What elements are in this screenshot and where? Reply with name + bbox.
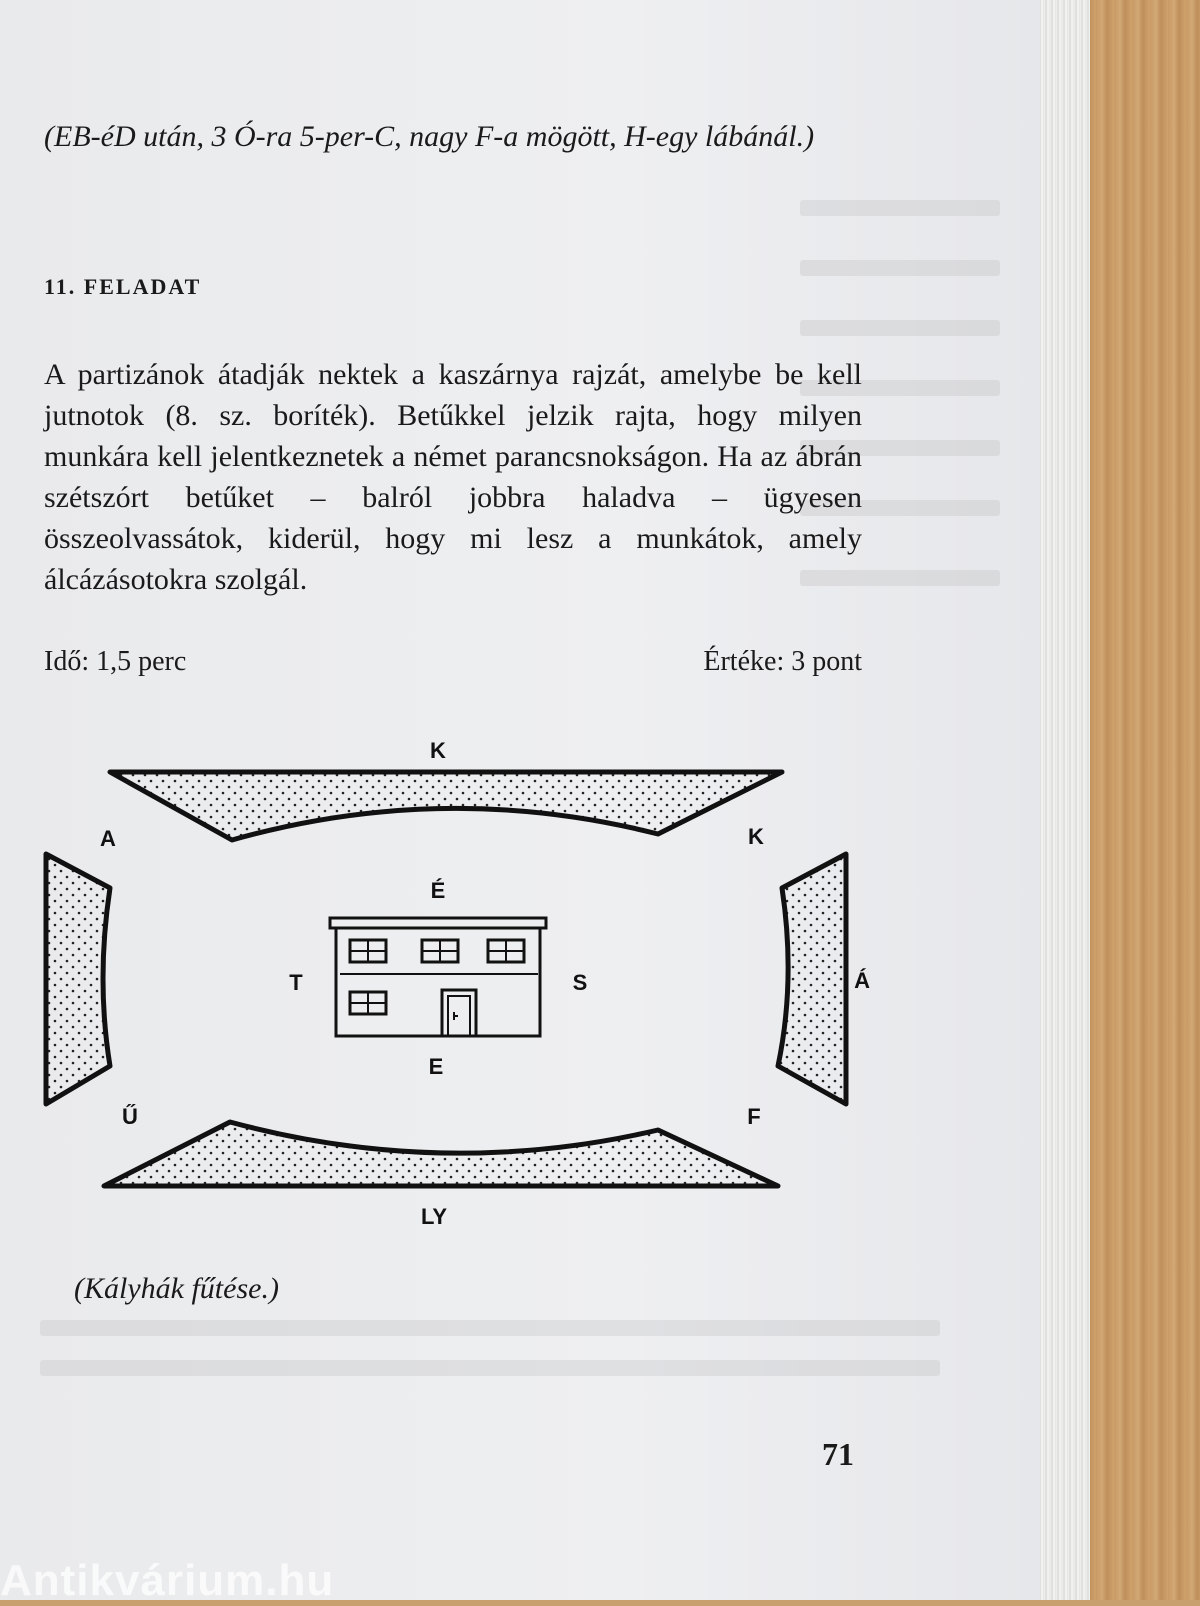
time-label: Idő: 1,5 perc xyxy=(44,646,187,677)
letter-top-left: A xyxy=(100,826,116,851)
bottom-stove-shape xyxy=(104,1122,778,1186)
letter-top-right: K xyxy=(748,824,764,849)
letter-above-building: É xyxy=(430,878,446,903)
letter-left-building: T xyxy=(289,970,303,995)
letter-bottom-left: Ű xyxy=(122,1104,138,1129)
barracks-building-icon xyxy=(330,918,546,1036)
barracks-drawing xyxy=(40,730,870,1250)
letter-bottom: LY xyxy=(420,1204,448,1229)
barracks-figure xyxy=(40,730,870,1250)
letter-below-building: E xyxy=(428,1054,444,1079)
previous-answer: (EB-éD után, 3 Ó-ra 5-per-C, nagy F-a mögött, H-egy lábánál.) xyxy=(44,120,815,153)
page-number: 71 xyxy=(822,1436,854,1472)
answer-caption: (Kályhák fűtése.) xyxy=(74,1272,279,1305)
value-label: Értéke: 3 pont xyxy=(703,646,862,677)
right-stove-shape xyxy=(778,854,846,1104)
task-description: A partizánok átadják nektek a kaszárnya rajzát, amelybe be kell jutnotok (8. sz. boríték). Betűkkel jelzik rajta, hogy milyen munkára kell jelentkeznetek a német parancsnokságon. Ha az ábrán szétszórt betűket – balról jobbra haladva – ügyesen összeolvassátok, kiderül, hogy mi lesz a munkátok, amely álcázásotokra szolgál. xyxy=(44,358,862,596)
letter-right-building: S xyxy=(572,970,588,995)
top-stove-shape xyxy=(110,772,782,840)
task-heading: 11. FELADAT xyxy=(44,274,202,299)
task-meta-row xyxy=(44,646,862,678)
left-stove-shape xyxy=(46,854,110,1104)
letter-bottom-right: F xyxy=(747,1104,761,1129)
letter-right-side: Á xyxy=(854,968,870,993)
watermark: Antikvárium.hu xyxy=(0,1556,335,1605)
letter-top: K xyxy=(430,738,446,763)
